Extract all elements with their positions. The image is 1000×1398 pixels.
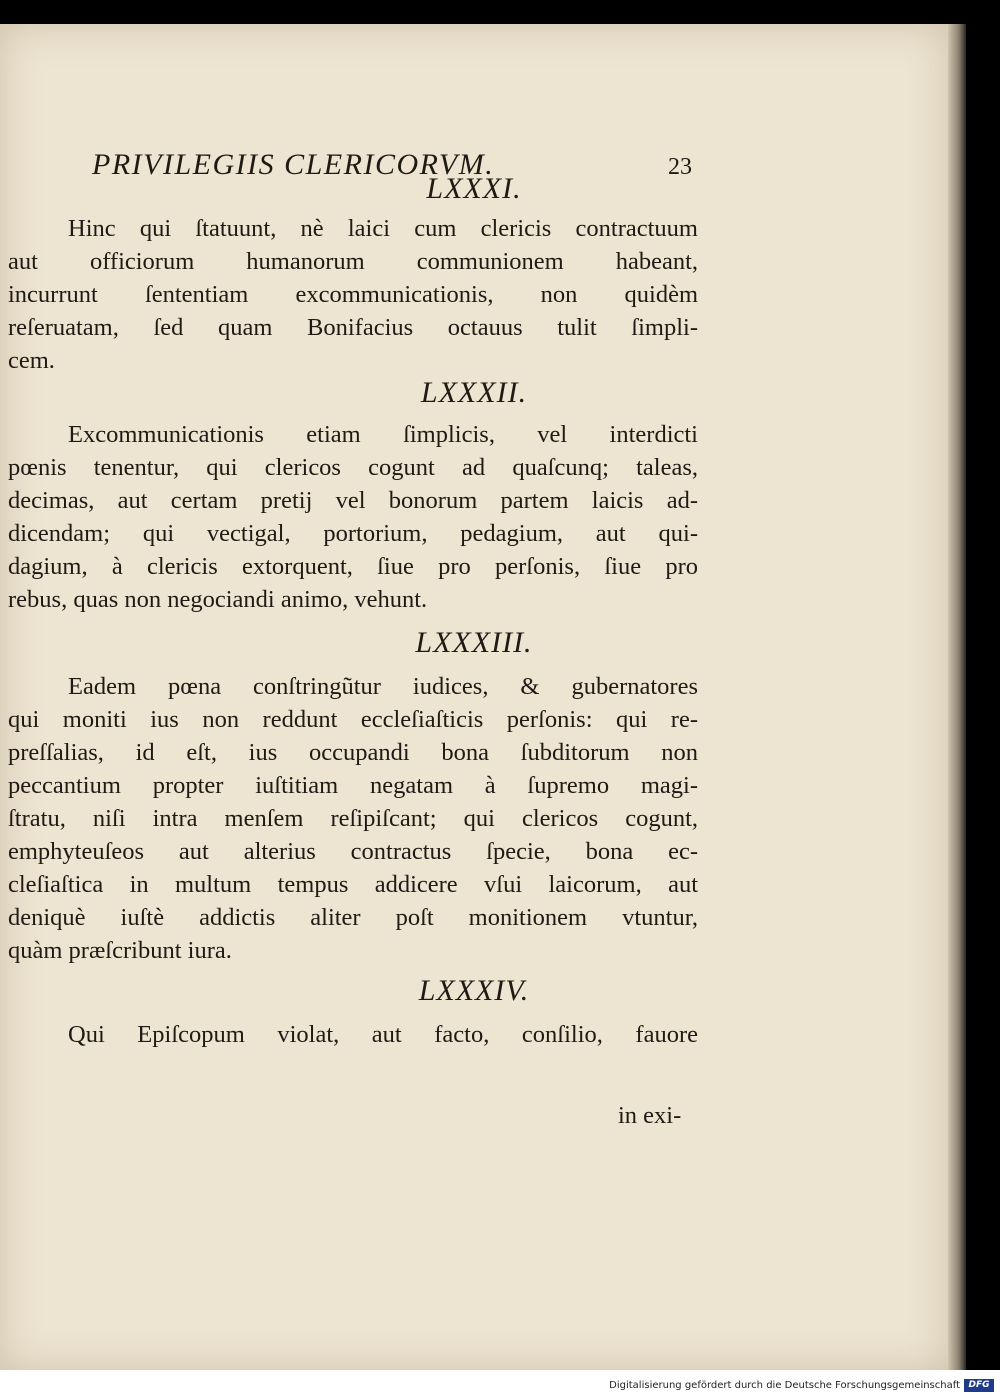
section-paragraph (8, 418, 698, 616)
digitization-credit: Digitalisierung gefördert durch die Deutsche Forschungsgemeinschaft (609, 1380, 960, 1391)
running-title: PRIVILEGIIS CLERICORVM. (92, 148, 495, 181)
text-line: cem. (8, 347, 55, 374)
text-line: dagium, à clericis extorquent, ſiue pro perſonis, ſiue pro (8, 553, 698, 580)
catchword: in exi- (618, 1102, 682, 1129)
text-line: quàm præſcribunt iura. (8, 937, 232, 964)
text-line: ſtratu, niſi intra menſem reſipiſcant; qui clericos cogunt, (8, 805, 698, 832)
section-heading: LXXXI. (426, 172, 522, 205)
text-line: pœnis tenentur, qui clericos cogunt ad quaſcunq; taleas, (8, 454, 698, 481)
text-line: aut officiorum humanorum communionem habeant, (8, 248, 698, 275)
section-heading: LXXXIII. (415, 626, 533, 659)
text-line: cleſiaſtica in multum tempus addicere vſui laicorum, aut (8, 871, 698, 898)
text-line: incurrunt ſententiam excommunicationis, non quidèm (8, 281, 698, 308)
text-line: decimas, aut certam pretij vel bonorum partem laicis ad- (8, 487, 698, 514)
text-line: Qui Epiſcopum violat, aut facto, conſilio, fauore (68, 1021, 698, 1048)
text-line: dicendam; qui vectigal, portorium, pedagium, aut qui- (8, 520, 698, 547)
book-page (0, 24, 948, 1370)
section-paragraph (8, 1018, 698, 1051)
text-line: Eadem pœna conſtringũtur iudices, & gubernatores (68, 673, 698, 700)
text-line: Excommunicationis etiam ſimplicis, vel interdicti (68, 421, 698, 448)
text-line: qui moniti ius non reddunt eccleſiaſticis perſonis: qui re- (8, 706, 698, 733)
section-paragraph (8, 212, 698, 377)
text-line: deniquè iuſtè addictis aliter poſt monitionem vtuntur, (8, 904, 698, 931)
footer-bar (0, 1370, 1000, 1398)
section-heading: LXXXII. (420, 376, 528, 409)
page-edge-shadow (948, 24, 966, 1370)
dfg-logo-icon: DFG (964, 1379, 994, 1392)
text-line: emphyteuſeos aut alterius contractus ſpecie, bona ec- (8, 838, 698, 865)
page-number: 23 (668, 154, 692, 180)
section-heading: LXXXIV. (418, 974, 530, 1007)
text-line: peccantium propter iuſtitiam negatam à ſupremo magi- (8, 772, 698, 799)
text-line: rebus, quas non negociandi animo, vehunt. (8, 586, 428, 613)
text-line: preſſalias, id eſt, ius occupandi bona ſubditorum non (8, 739, 698, 766)
text-line: reſeruatam, ſed quam Bonifacius octauus tulit ſimpli- (8, 314, 698, 341)
text-line: Hinc qui ſtatuunt, nè laici cum clericis contractuum (68, 215, 698, 242)
section-paragraph (8, 670, 698, 967)
